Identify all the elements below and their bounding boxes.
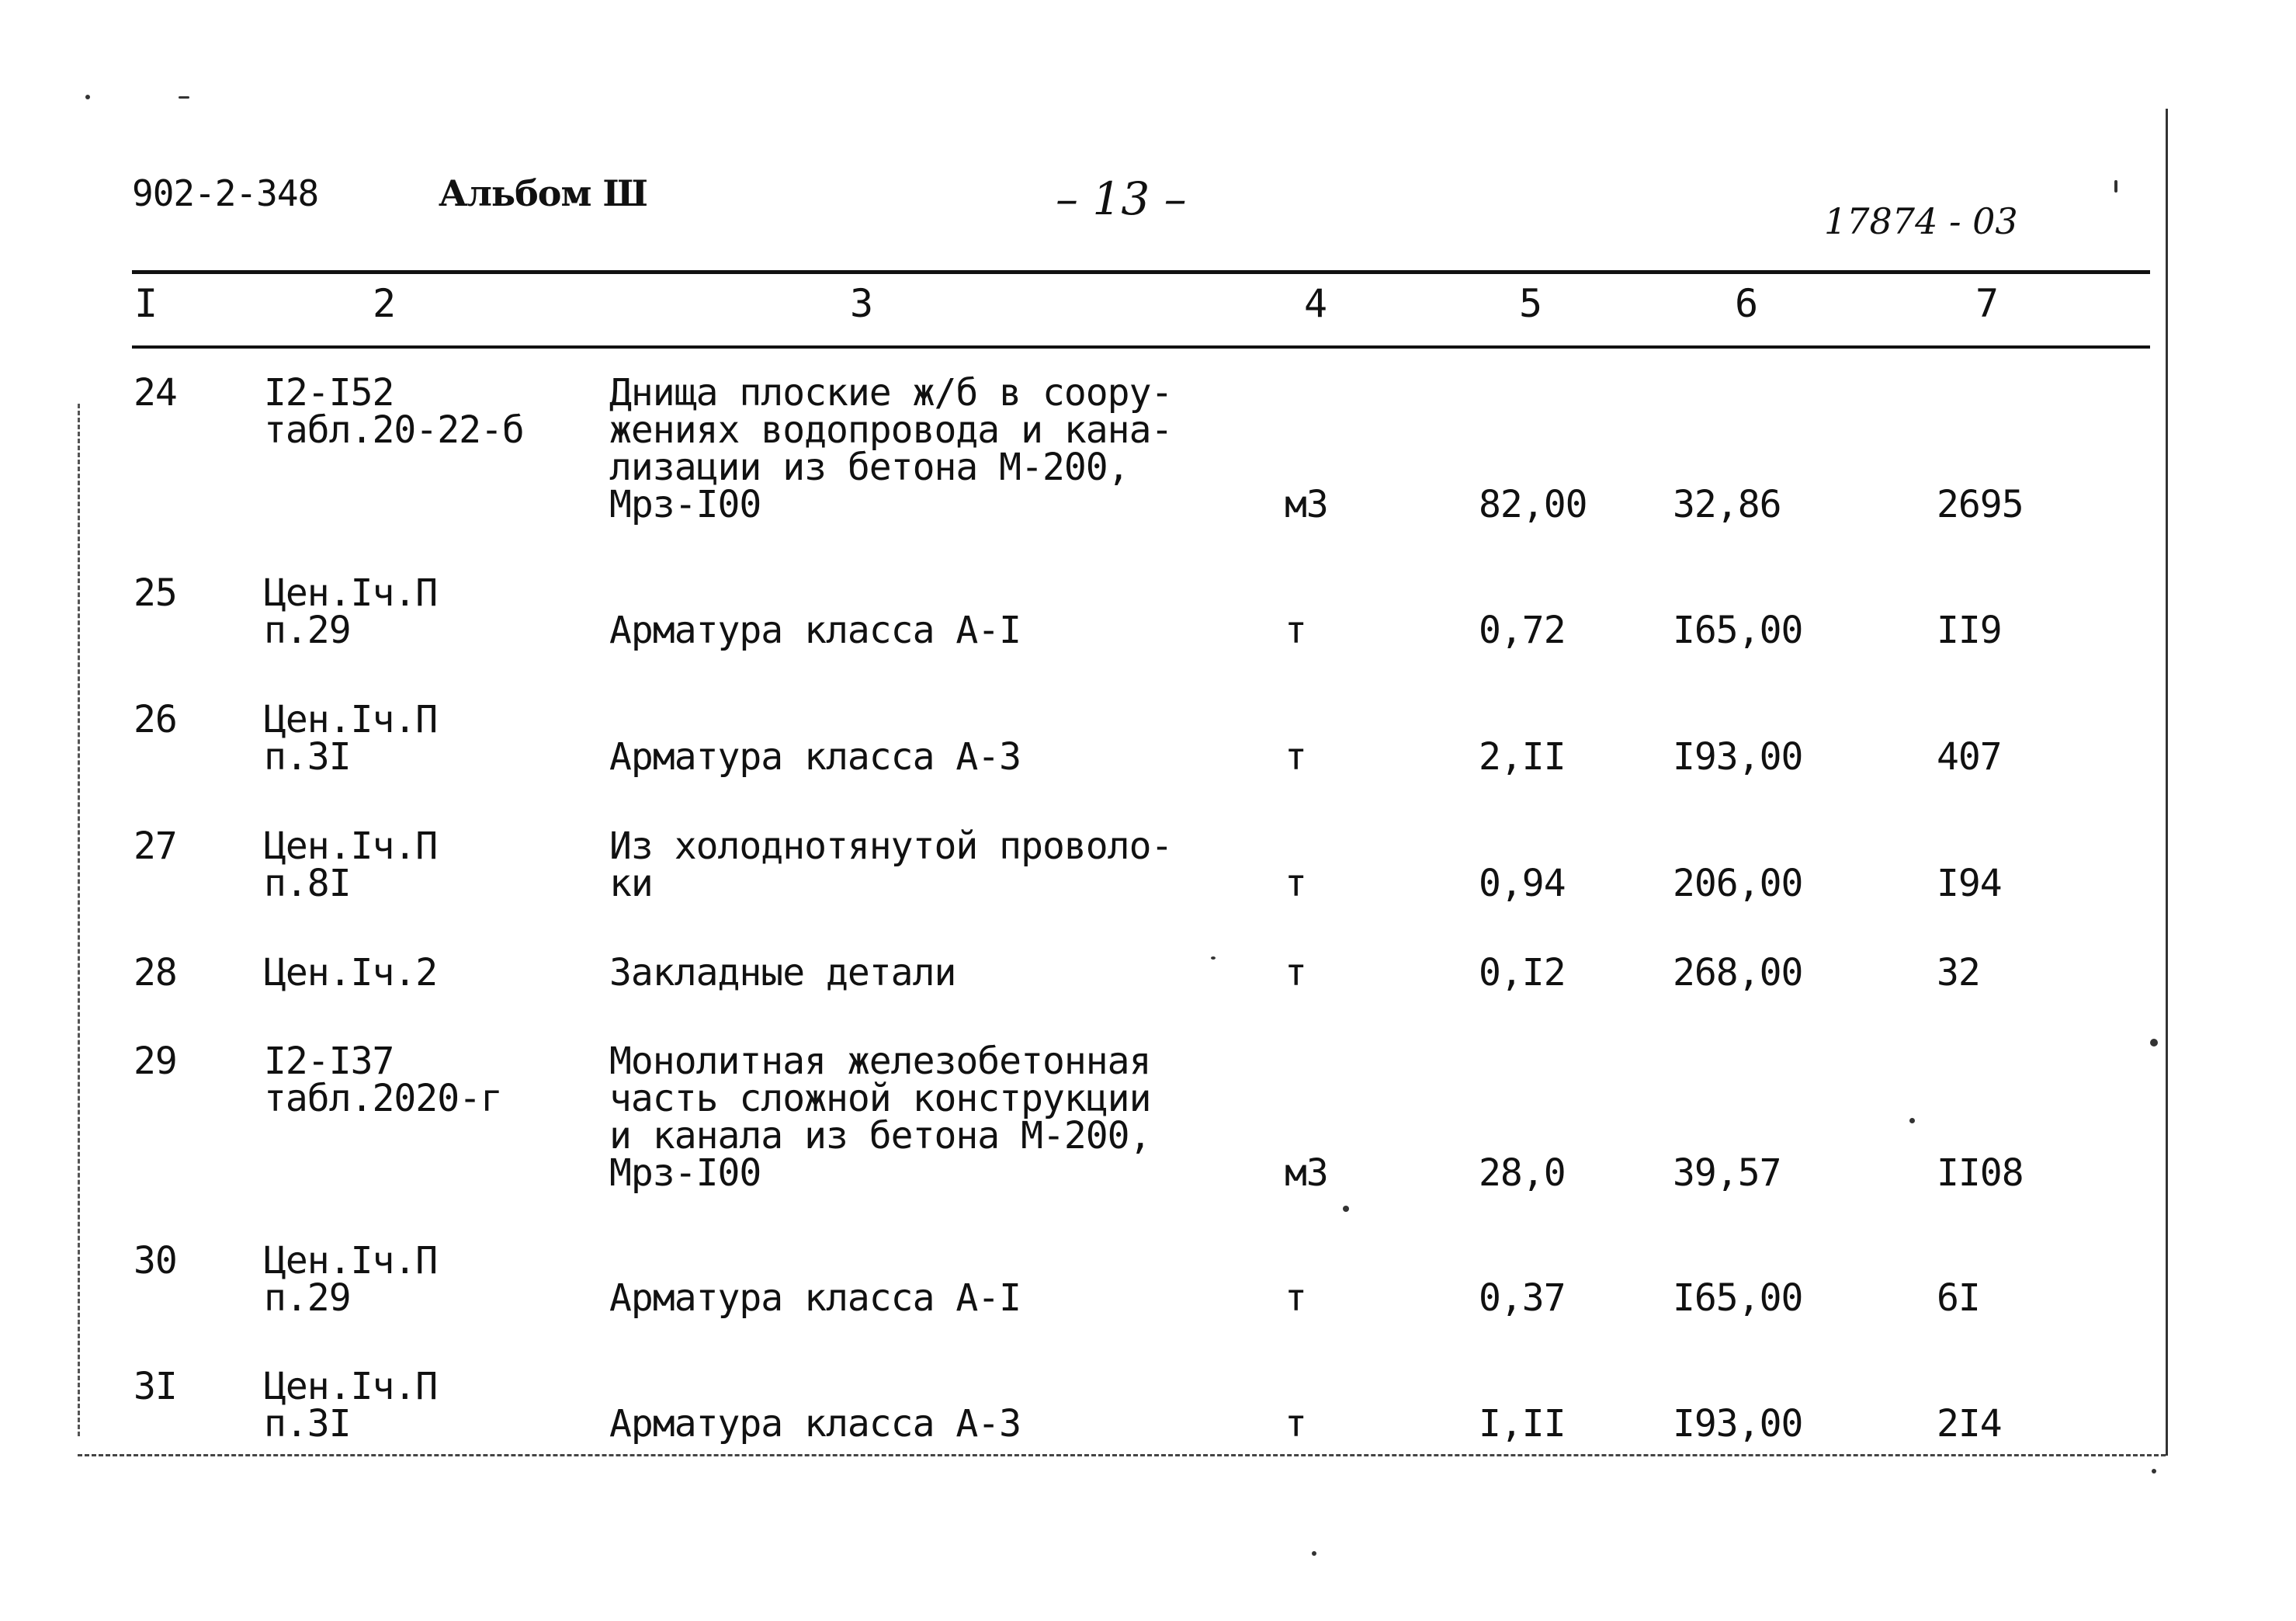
unit-cell: т <box>1285 735 1306 779</box>
price-code-line: п.29 <box>264 1276 351 1320</box>
row-number: 26 <box>134 698 177 741</box>
description-line: Из холоднотянутой проволо- <box>609 824 1173 868</box>
row-number: 3I <box>134 1365 177 1408</box>
quantity-cell: 0,72 <box>1479 609 1566 652</box>
total-cell: 6I <box>1937 1276 1980 1320</box>
scan-speck <box>2150 1039 2158 1047</box>
description-line: и канала из бетона М-200, <box>609 1114 1151 1158</box>
price-code-line: I2-I37 <box>264 1040 394 1083</box>
bottom-border-dashed <box>78 1454 2166 1456</box>
price-cell: I65,00 <box>1673 609 1803 652</box>
quantity-cell: I,II <box>1479 1402 1566 1446</box>
column-number: 4 <box>1303 281 1328 326</box>
quantity-cell: 82,00 <box>1479 483 1587 526</box>
row-number: 25 <box>134 571 177 615</box>
column-number: I <box>134 281 158 326</box>
unit-cell: т <box>1285 1276 1306 1320</box>
description-line: Днища плоские ж/б в соору- <box>609 371 1173 415</box>
total-cell: I94 <box>1937 862 2002 905</box>
description-line: ки <box>609 862 653 905</box>
description-line: Мрз-I00 <box>609 483 761 526</box>
unit-cell: т <box>1285 951 1306 994</box>
total-cell: 32 <box>1937 951 1980 994</box>
description-line: Арматура класса А-I <box>609 1276 1021 1320</box>
unit-cell: т <box>1285 609 1306 652</box>
right-border <box>2166 109 2168 1456</box>
quantity-cell: 0,37 <box>1479 1276 1566 1320</box>
price-cell: I65,00 <box>1673 1276 1803 1320</box>
price-cell: 268,00 <box>1673 951 1803 994</box>
description-line: часть сложной конструкции <box>609 1077 1151 1120</box>
price-code-line: Цен.Iч.2 <box>264 951 438 994</box>
document-code: 902-2-348 <box>132 172 319 214</box>
description-line: Арматура класса А-3 <box>609 1402 1021 1446</box>
column-number: 6 <box>1734 281 1759 326</box>
price-cell: I93,00 <box>1673 735 1803 779</box>
scan-speck <box>2114 180 2117 193</box>
scan-speck <box>85 95 90 99</box>
unit-cell: т <box>1285 1402 1306 1446</box>
row-number: 30 <box>134 1239 177 1283</box>
column-number: 3 <box>849 281 874 326</box>
price-code-line: табл.20-22-б <box>264 408 524 452</box>
price-code-line: п.3I <box>264 735 351 779</box>
total-cell: II9 <box>1937 609 2002 652</box>
price-cell: 39,57 <box>1673 1151 1781 1195</box>
total-cell: 2695 <box>1937 483 2024 526</box>
album-label: Альбом Ш <box>439 172 647 214</box>
scan-speck <box>1211 956 1216 960</box>
price-code-line: Цен.Iч.П <box>264 571 438 615</box>
left-border-dashed <box>78 404 80 1436</box>
price-code-line: п.29 <box>264 609 351 652</box>
price-code-line: I2-I52 <box>264 371 394 415</box>
price-code-line: п.8I <box>264 862 351 905</box>
column-number: 5 <box>1518 281 1543 326</box>
description-line: лизации из бетона М-200, <box>609 446 1129 489</box>
price-cell: 206,00 <box>1673 862 1803 905</box>
scan-speck <box>179 96 189 99</box>
unit-cell: м3 <box>1285 483 1328 526</box>
quantity-cell: 2,II <box>1479 735 1566 779</box>
total-cell: II08 <box>1937 1151 2024 1195</box>
handwritten-reference: 17874 - 03 <box>1824 200 2018 242</box>
price-code-line: Цен.Iч.П <box>264 1239 438 1283</box>
description-line: Закладные детали <box>609 951 956 994</box>
quantity-cell: 0,I2 <box>1479 951 1566 994</box>
unit-cell: м3 <box>1285 1151 1328 1195</box>
description-line: Арматура класса А-3 <box>609 735 1021 779</box>
price-cell: I93,00 <box>1673 1402 1803 1446</box>
total-cell: 2I4 <box>1937 1402 2002 1446</box>
scan-speck <box>1343 1206 1349 1212</box>
description-line: Арматура класса А-I <box>609 609 1021 652</box>
price-code-line: Цен.Iч.П <box>264 698 438 741</box>
description-line: жениях водопровода и кана- <box>609 408 1173 452</box>
total-cell: 407 <box>1937 735 2002 779</box>
price-code-line: Цен.Iч.П <box>264 1365 438 1408</box>
price-code-line: табл.2020-г <box>264 1077 502 1120</box>
row-number: 28 <box>134 951 177 994</box>
row-number: 27 <box>134 824 177 868</box>
price-cell: 32,86 <box>1673 483 1781 526</box>
description-line: Монолитная железобетонная <box>609 1040 1151 1083</box>
table-top-rule <box>132 270 2150 274</box>
quantity-cell: 0,94 <box>1479 862 1566 905</box>
scan-speck <box>1909 1118 1915 1123</box>
scan-speck <box>1312 1551 1316 1556</box>
unit-cell: т <box>1285 862 1306 905</box>
page-number: – 13 – <box>1056 172 1187 225</box>
row-number: 24 <box>134 371 177 415</box>
price-code-line: Цен.Iч.П <box>264 824 438 868</box>
description-line: Мрз-I00 <box>609 1151 761 1195</box>
column-number: 2 <box>372 281 397 326</box>
scan-speck <box>2152 1469 2156 1473</box>
price-code-line: п.3I <box>264 1402 351 1446</box>
quantity-cell: 28,0 <box>1479 1151 1566 1195</box>
row-number: 29 <box>134 1040 177 1083</box>
column-number: 7 <box>1975 281 1999 326</box>
header-bottom-rule <box>132 345 2150 349</box>
